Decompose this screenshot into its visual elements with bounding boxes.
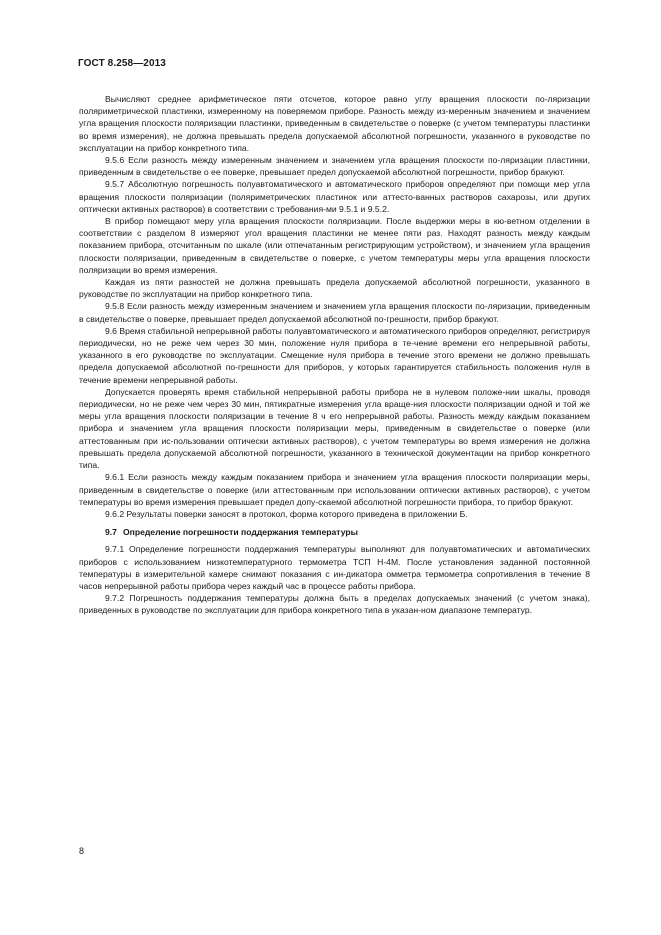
paragraph-9-5-7: 9.5.7 Абсолютную погрешность полуавтоматического и автоматического приборов определяют при помощи мер угла вращения плоскости поляризации (поляриметрических пластинок или аттесто-ванных растворов сахарозы, или других оптически активных растворов) в соответствии с требования-ми 9.5.1 и 9.5.2.: [79, 179, 590, 214]
section-title: Определение погрешности поддержания температуры: [122, 527, 358, 538]
paragraph: Допускается проверять время стабильной непрерывной работы прибора не в нулевом положе-нии шкалы, проводя периодически, но не реже чем через 30 мин, пятикратные измерения угла враще-ния плоскости поляризации одной и той же меры угла вращения плоскости поляризации в течение 8 ч его непрерывной работы. Разность между каждым показанием прибора и значением угла вращения плоскости поляризации меры, приведенным в свидетельстве о поверке (или аттестованным при ис-пользовании оптически активных растворов), с учетом температуры во время измерения не должна превышать предела допускаемой абсолютной погрешности, указанного в технической документации на прибор конкретного типа.: [79, 386, 590, 471]
paragraph-9-6-2: 9.6.2 Результаты поверки заносят в протокол, форма которого приведена в приложении Б.: [105, 508, 468, 519]
paragraph-9-6: 9.6 Время стабильной непрерывной работы полуавтоматического и автоматического приборов определяют, регистрируя периодически, но не реже чем через 30 мин, положение нуля прибора в те-чение времени его непрерывной работы, указанного в его руководстве по эксплуатации. Смещение нуля прибора в течение этого времени не должно превышать предела допускаемой абсолютной по-грешности для приборов, у которых гарантируется стабильность положения нуля в течение времени непрерывной работы.: [79, 325, 590, 385]
paragraph: В прибор помещают меру угла вращения плоскости поляризации. После выдержки меры в кю-ветном отделении в соответствии с разделом 8 измеряют угол вращения пластинки не менее пяти раз. Находят разность между каждым показанием прибора, отсчитанным по шкале (или отпечатанным регистрирующим устройством), и значением угла вращения плоскости поляризации, приведенным в свидетельстве о поверке, с учетом температуры меры угла вращения плоскости поляризации во время измерения.: [79, 216, 590, 275]
section-heading-9-7: [79, 526, 590, 538]
page-body: [79, 93, 590, 617]
paragraph-9-5-8: 9.5.8 Если разность между измеренным значением и значением угла вращения плоскости по-ляризации, приведенным в свидетельстве о поверке, превышает предел допускаемой абсолютной по-грешности, прибор бракуют.: [79, 301, 590, 324]
paragraph: Каждая из пяти разностей не должна превышать предела допускаемой абсолютной погрешности, указанного в руководстве по эксплуатации на прибор конкретного типа.: [79, 277, 590, 300]
paragraph: Вычисляют среднее арифметическое пяти отсчетов, которое равно углу вращения плоскости по-ляризации поляриметрической пластинки, измеренному на поверяемом приборе. Разность между из-меренным значением и значением угла вращения плоскости поляризации пластинки, приведенным в свидетельстве о поверке (с учетом температуры пластинки во время измерения), не должна превышать предела допускаемой абсолютной погрешности, указанного в руководстве по эксплуатации на прибор конкретного типа.: [79, 94, 590, 153]
paragraph-9-5-6: 9.5.6 Если разность между измеренным значением и значением угла вращения плоскости по-ляризации пластинки, приведенным в свидетельстве о ее поверке, превышает предел допускаемой абсолютной погрешности, прибор бракуют.: [79, 155, 590, 178]
document-header: ГОСТ 8.258—2013: [78, 58, 166, 69]
paragraph-9-6-1: 9.6.1 Если разность между каждым показанием прибора и значением угла вращения плоскости поляризации меры, приведенным в свидетельстве о поверке (или аттестованным при использовании оптически активных растворов), с учетом температуры во время измерения превышает предел допу-скаемой абсолютной погрешности прибора, то прибор бракуют.: [79, 472, 590, 507]
paragraph-9-7-1: 9.7.1 Определение погрешности поддержания температуры выполняют для полуавтоматических и автоматических приборов с использованием низкотемпературного термометра ТСП Н-4М. После установления заданной постоянной температуры в измерительной камере снимают показания с ин-дикатора омметра термометра сопротивления в течение 8 часов непрерывной работы прибора через каждый час в процессе работы прибора.: [79, 544, 590, 591]
section-number: 9.7: [105, 527, 117, 538]
paragraph-9-7-2: 9.7.2 Погрешность поддержания температуры должна быть в пределах допускаемых значений (с учетом знака), приведенных в руководстве по эксплуатации для прибора конкретного типа в указан-ном диапазоне температур.: [79, 593, 590, 616]
page-number: 8: [79, 846, 85, 856]
